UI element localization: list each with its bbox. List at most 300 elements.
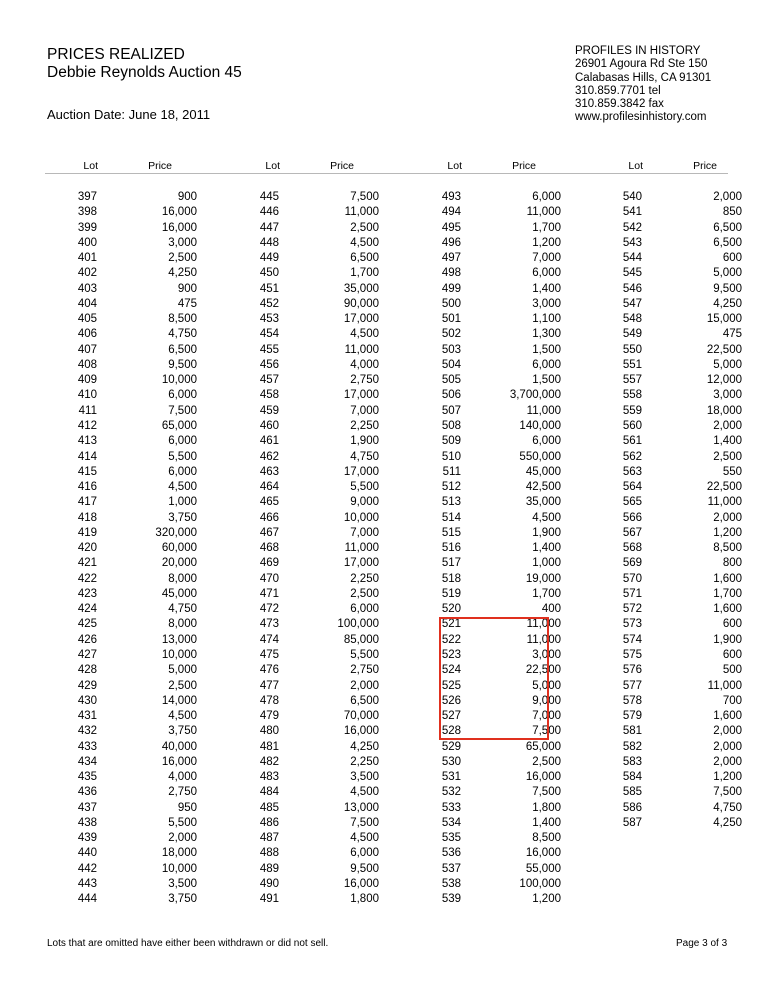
lot-number: 521 <box>441 618 461 631</box>
lot-price: 6,000 <box>350 847 379 860</box>
table-row <box>421 877 581 892</box>
table-row <box>602 434 762 449</box>
table-row <box>602 633 762 648</box>
table-row <box>602 709 762 724</box>
lot-number: 506 <box>441 389 461 402</box>
table-row <box>57 755 217 770</box>
lot-price: 11,000 <box>526 633 561 646</box>
table-row <box>421 236 581 251</box>
lot-number: 508 <box>441 419 461 432</box>
lot-number: 497 <box>441 252 461 265</box>
table-row <box>602 373 762 388</box>
table-row <box>602 450 762 465</box>
lot-price: 11,000 <box>526 206 561 219</box>
lot-number: 452 <box>259 297 279 310</box>
table-row <box>602 251 762 266</box>
lot-price: 90,000 <box>343 297 379 310</box>
lot-number: 472 <box>259 603 279 616</box>
table-row <box>602 785 762 800</box>
company-address-line1: 26901 Agoura Rd Ste 150 <box>575 58 708 71</box>
lot-number: 517 <box>441 557 461 570</box>
header-lot-2: Lot <box>265 160 280 172</box>
table-row <box>239 694 399 709</box>
table-row <box>602 511 762 526</box>
table-row <box>239 846 399 861</box>
lot-price: 1,600 <box>713 710 742 723</box>
lot-price: 10,000 <box>343 511 379 524</box>
table-row <box>602 419 762 434</box>
lot-price: 400 <box>541 603 561 616</box>
table-row <box>57 556 217 571</box>
lot-price: 18,000 <box>161 847 197 860</box>
lot-price: 6,000 <box>168 465 197 478</box>
table-row <box>57 388 217 403</box>
document-title: PRICES REALIZED <box>47 46 185 63</box>
lot-number: 566 <box>622 511 642 524</box>
lot-price: 5,500 <box>168 450 197 463</box>
lot-number: 570 <box>622 572 642 585</box>
lot-price: 4,500 <box>350 328 379 341</box>
lot-number: 533 <box>441 801 461 814</box>
table-row <box>602 755 762 770</box>
lot-number: 413 <box>77 435 97 448</box>
table-row <box>421 419 581 434</box>
table-row <box>239 740 399 755</box>
lot-number: 505 <box>441 374 461 387</box>
table-row <box>239 495 399 510</box>
lot-price: 3,500 <box>350 771 379 784</box>
lot-number: 540 <box>622 191 642 203</box>
lot-price: 3,750 <box>168 511 197 524</box>
lot-price: 4,500 <box>168 710 197 723</box>
lot-price: 5,500 <box>350 481 379 494</box>
lot-price: 1,800 <box>532 801 561 814</box>
table-row <box>239 450 399 465</box>
lot-price: 7,500 <box>350 816 379 829</box>
lot-price: 600 <box>722 252 742 265</box>
table-row <box>57 785 217 800</box>
lot-price: 6,000 <box>532 358 561 371</box>
lot-number: 507 <box>441 404 461 417</box>
lot-number: 436 <box>77 786 97 799</box>
lot-number: 573 <box>622 618 642 631</box>
lot-price: 6,000 <box>168 389 197 402</box>
lot-number: 567 <box>622 526 642 539</box>
price-column-4 <box>602 190 762 831</box>
lot-number: 585 <box>622 786 642 799</box>
lot-number: 584 <box>622 771 642 784</box>
lot-price: 1,300 <box>532 328 561 341</box>
lot-price: 475 <box>722 328 742 341</box>
table-row <box>602 221 762 236</box>
table-row <box>421 801 581 816</box>
lot-price: 10,000 <box>161 862 197 875</box>
lot-number: 410 <box>77 389 97 402</box>
lot-number: 550 <box>622 343 642 356</box>
lot-number: 469 <box>259 557 279 570</box>
table-row <box>239 709 399 724</box>
table-row <box>239 312 399 327</box>
lot-price: 100,000 <box>519 877 561 890</box>
header-price-4: Price <box>693 160 717 172</box>
lot-price: 6,000 <box>350 603 379 616</box>
table-row <box>239 480 399 495</box>
lot-price: 4,250 <box>350 740 379 753</box>
table-row <box>57 816 217 831</box>
lot-price: 1,700 <box>532 587 561 600</box>
table-row <box>239 434 399 449</box>
lot-number: 431 <box>77 710 97 723</box>
table-row <box>57 236 217 251</box>
lot-number: 450 <box>259 267 279 280</box>
table-row <box>602 694 762 709</box>
lot-price: 9,000 <box>350 496 379 509</box>
lot-price: 8,000 <box>168 572 197 585</box>
lot-price: 35,000 <box>343 282 379 295</box>
company-info <box>575 45 711 125</box>
lot-price: 500 <box>722 664 742 677</box>
table-row <box>421 495 581 510</box>
lot-price: 2,750 <box>350 664 379 677</box>
lot-number: 468 <box>259 542 279 555</box>
lot-number: 480 <box>259 725 279 738</box>
lot-price: 55,000 <box>525 862 561 875</box>
lot-number: 537 <box>441 862 461 875</box>
table-row <box>602 297 762 312</box>
table-row <box>421 465 581 480</box>
table-row <box>57 404 217 419</box>
table-row <box>239 419 399 434</box>
table-row <box>239 831 399 846</box>
lot-number: 427 <box>77 648 97 661</box>
table-row <box>421 312 581 327</box>
table-row <box>421 572 581 587</box>
lot-number: 419 <box>77 526 97 539</box>
lot-number: 444 <box>77 893 97 906</box>
table-row <box>239 388 399 403</box>
lot-price: 4,500 <box>350 832 379 845</box>
lot-price: 22,500 <box>706 343 742 356</box>
table-row <box>239 801 399 816</box>
table-row <box>57 190 217 205</box>
table-row <box>602 343 762 358</box>
lot-number: 576 <box>622 664 642 677</box>
table-row <box>239 404 399 419</box>
lot-price: 1,700 <box>532 221 561 234</box>
lot-price: 900 <box>177 282 197 295</box>
header-lot-4: Lot <box>628 160 643 172</box>
table-row <box>421 434 581 449</box>
lot-number: 455 <box>259 343 279 356</box>
table-row <box>421 388 581 403</box>
table-row <box>239 282 399 297</box>
lot-price: 4,750 <box>168 603 197 616</box>
lot-price: 35,000 <box>525 496 561 509</box>
lot-price: 2,000 <box>350 679 379 692</box>
table-row <box>57 312 217 327</box>
lot-price: 7,500 <box>532 786 561 799</box>
lot-price: 4,500 <box>168 481 197 494</box>
lot-number: 582 <box>622 740 642 753</box>
lot-price: 2,000 <box>713 755 742 768</box>
lot-number: 398 <box>77 206 97 219</box>
lot-price: 22,500 <box>525 664 561 677</box>
lot-number: 503 <box>441 343 461 356</box>
lot-number: 524 <box>441 664 461 677</box>
lot-number: 446 <box>259 206 279 219</box>
table-row <box>602 266 762 281</box>
table-row <box>57 663 217 678</box>
lot-price: 6,000 <box>532 435 561 448</box>
table-row <box>421 862 581 877</box>
table-row <box>239 587 399 602</box>
lot-number: 434 <box>77 755 97 768</box>
table-row <box>602 556 762 571</box>
table-row <box>602 724 762 739</box>
lot-price: 11,000 <box>344 206 379 219</box>
table-row <box>57 251 217 266</box>
lot-number: 569 <box>622 557 642 570</box>
lot-price: 16,000 <box>161 206 197 219</box>
lot-number: 448 <box>259 236 279 249</box>
lot-number: 459 <box>259 404 279 417</box>
table-row <box>239 633 399 648</box>
table-row <box>421 480 581 495</box>
lot-number: 432 <box>77 725 97 738</box>
table-row <box>421 190 581 205</box>
table-row <box>421 205 581 220</box>
lot-price: 475 <box>177 297 197 310</box>
table-row <box>57 633 217 648</box>
lot-price: 45,000 <box>161 587 197 600</box>
table-row <box>421 526 581 541</box>
lot-price: 1,600 <box>713 572 742 585</box>
lot-number: 447 <box>259 221 279 234</box>
table-row <box>421 404 581 419</box>
lot-number: 536 <box>441 847 461 860</box>
table-row <box>57 343 217 358</box>
lot-number: 581 <box>622 725 642 738</box>
lot-price: 9,500 <box>713 282 742 295</box>
lot-number: 583 <box>622 755 642 768</box>
lot-number: 574 <box>622 633 642 646</box>
lot-price: 8,500 <box>532 832 561 845</box>
price-column-1 <box>57 190 217 907</box>
lot-number: 423 <box>77 587 97 600</box>
lot-price: 7,500 <box>532 725 561 738</box>
lot-number: 514 <box>441 511 461 524</box>
lot-number: 557 <box>622 374 642 387</box>
lot-price: 2,250 <box>350 419 379 432</box>
lot-number: 509 <box>441 435 461 448</box>
lot-price: 6,500 <box>350 694 379 707</box>
lot-number: 562 <box>622 450 642 463</box>
table-row <box>57 526 217 541</box>
lot-price: 7,000 <box>532 252 561 265</box>
lot-number: 529 <box>441 740 461 753</box>
header-lot-3: Lot <box>447 160 462 172</box>
lot-number: 440 <box>77 847 97 860</box>
lot-price: 4,750 <box>168 328 197 341</box>
lot-price: 7,500 <box>350 191 379 203</box>
lot-number: 475 <box>259 648 279 661</box>
table-row <box>239 617 399 632</box>
table-row <box>57 297 217 312</box>
lot-price: 550,000 <box>519 450 561 463</box>
lot-number: 518 <box>441 572 461 585</box>
lot-price: 3,000 <box>168 236 197 249</box>
lot-number: 572 <box>622 603 642 616</box>
lot-number: 476 <box>259 664 279 677</box>
lot-number: 442 <box>77 862 97 875</box>
lot-number: 586 <box>622 801 642 814</box>
table-row <box>57 846 217 861</box>
lot-price: 1,100 <box>532 313 561 326</box>
table-row <box>239 770 399 785</box>
table-row <box>57 602 217 617</box>
lot-number: 406 <box>77 328 97 341</box>
lot-price: 3,000 <box>532 648 561 661</box>
lot-price: 950 <box>177 801 197 814</box>
table-row <box>421 221 581 236</box>
lot-price: 5,000 <box>713 358 742 371</box>
lot-price: 14,000 <box>161 694 197 707</box>
table-row <box>239 297 399 312</box>
table-row <box>602 327 762 342</box>
lot-number: 418 <box>77 511 97 524</box>
table-row <box>57 587 217 602</box>
lot-price: 1,700 <box>350 267 379 280</box>
lot-number: 498 <box>441 267 461 280</box>
lot-number: 454 <box>259 328 279 341</box>
table-row <box>421 282 581 297</box>
table-row <box>239 648 399 663</box>
table-row <box>239 205 399 220</box>
lot-number: 560 <box>622 419 642 432</box>
lot-number: 577 <box>622 679 642 692</box>
document-subtitle: Debbie Reynolds Auction 45 <box>47 64 242 81</box>
lot-number: 530 <box>441 755 461 768</box>
lot-number: 466 <box>259 511 279 524</box>
table-row <box>57 266 217 281</box>
table-row <box>239 221 399 236</box>
lot-price: 8,500 <box>168 313 197 326</box>
lot-number: 453 <box>259 313 279 326</box>
lot-number: 449 <box>259 252 279 265</box>
lot-price: 1,400 <box>713 435 742 448</box>
lot-number: 483 <box>259 771 279 784</box>
lot-price: 4,750 <box>713 801 742 814</box>
lot-price: 900 <box>177 191 197 203</box>
table-row <box>239 327 399 342</box>
table-row <box>239 877 399 892</box>
lot-price: 2,000 <box>713 511 742 524</box>
lot-number: 478 <box>259 694 279 707</box>
lot-number: 414 <box>77 450 97 463</box>
table-row <box>57 801 217 816</box>
table-row <box>239 511 399 526</box>
table-row <box>57 221 217 236</box>
lot-price: 40,000 <box>161 740 197 753</box>
table-row <box>57 465 217 480</box>
table-row <box>239 816 399 831</box>
lot-number: 433 <box>77 740 97 753</box>
lot-number: 411 <box>78 404 97 417</box>
lot-number: 402 <box>77 267 97 280</box>
lot-number: 428 <box>77 664 97 677</box>
lot-number: 485 <box>259 801 279 814</box>
table-row <box>239 251 399 266</box>
lot-number: 439 <box>77 832 97 845</box>
table-row <box>602 526 762 541</box>
lot-price: 6,000 <box>168 435 197 448</box>
table-row <box>602 663 762 678</box>
lot-number: 525 <box>441 679 461 692</box>
table-row <box>57 648 217 663</box>
lot-price: 9,000 <box>532 694 561 707</box>
table-row <box>421 770 581 785</box>
table-row <box>239 755 399 770</box>
table-row <box>239 862 399 877</box>
lot-number: 561 <box>622 435 642 448</box>
lot-price: 65,000 <box>161 419 197 432</box>
lot-number: 404 <box>77 297 97 310</box>
lot-price: 85,000 <box>343 633 379 646</box>
lot-number: 457 <box>259 374 279 387</box>
lot-number: 443 <box>77 877 97 890</box>
lot-number: 477 <box>259 679 279 692</box>
lot-number: 430 <box>77 694 97 707</box>
lot-price: 7,000 <box>350 526 379 539</box>
lot-price: 11,000 <box>526 404 561 417</box>
lot-number: 495 <box>441 221 461 234</box>
lot-number: 461 <box>259 435 279 448</box>
lot-number: 531 <box>441 771 461 784</box>
table-row <box>239 556 399 571</box>
lot-number: 421 <box>77 557 97 570</box>
lot-number: 425 <box>77 618 97 631</box>
table-row <box>239 236 399 251</box>
lot-number: 544 <box>622 252 642 265</box>
lot-number: 535 <box>441 832 461 845</box>
table-row <box>602 312 762 327</box>
table-row <box>57 694 217 709</box>
lot-number: 545 <box>622 267 642 280</box>
lot-number: 451 <box>259 282 279 295</box>
lot-number: 494 <box>441 206 461 219</box>
lot-number: 546 <box>622 282 642 295</box>
lot-number: 437 <box>77 801 97 814</box>
lot-price: 5,000 <box>532 679 561 692</box>
lot-price: 4,500 <box>350 236 379 249</box>
lot-price: 1,000 <box>168 496 197 509</box>
lot-price: 6,500 <box>713 236 742 249</box>
lot-price: 7,000 <box>350 404 379 417</box>
table-row <box>602 648 762 663</box>
lot-number: 490 <box>259 877 279 890</box>
table-row <box>57 434 217 449</box>
lot-price: 600 <box>722 648 742 661</box>
page-number: Page 3 of 3 <box>676 938 728 949</box>
table-row <box>57 495 217 510</box>
table-row <box>239 373 399 388</box>
table-row <box>421 251 581 266</box>
lot-price: 2,500 <box>350 587 379 600</box>
lot-price: 4,250 <box>713 297 742 310</box>
lot-price: 7,500 <box>713 786 742 799</box>
table-row <box>602 679 762 694</box>
lot-number: 429 <box>77 679 97 692</box>
